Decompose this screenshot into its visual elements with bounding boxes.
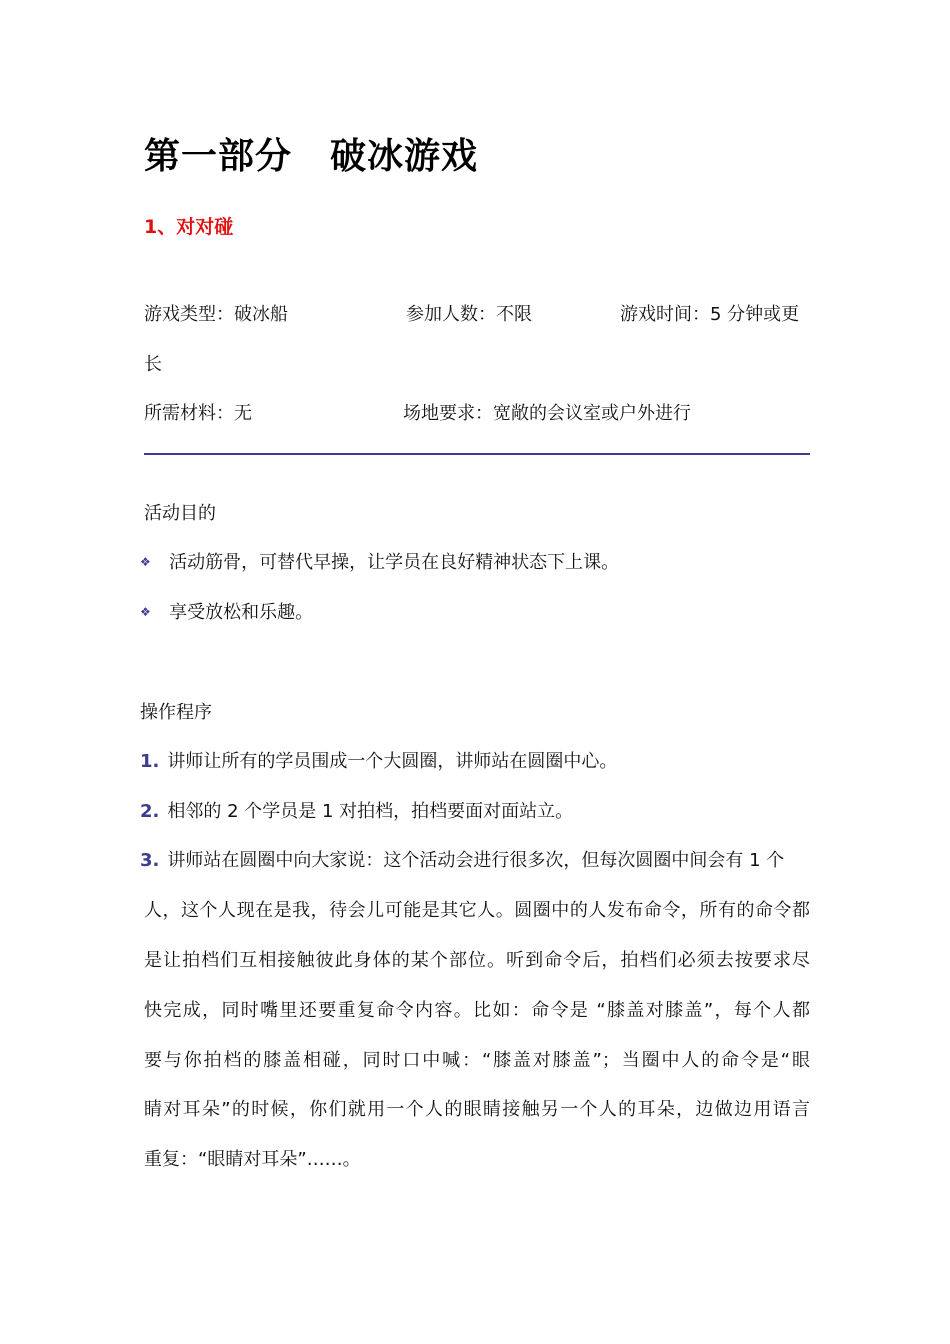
procedure-heading: 操作程序: [140, 702, 212, 723]
objective-text: 享受放松和乐趣。: [169, 602, 314, 623]
step-number: 3.: [140, 850, 160, 871]
venue-requirements: 场地要求：宽敞的会议室或户外进行: [403, 403, 691, 424]
step-text: 相邻的 2 个学员是 1 对拍档，拍档要面对面站立。: [167, 801, 574, 822]
part-label: 第一部分: [144, 135, 293, 177]
part-title: [144, 128, 478, 179]
game-duration: 游戏时间：5 分钟或更: [620, 304, 800, 325]
game-title: 1、对对碰: [144, 216, 234, 238]
objective-text: 活动筋骨，可替代早操，让学员在良好精神状态下上课。: [169, 552, 620, 573]
procedure-step: [140, 846, 810, 872]
paragraph-line: 人，这个人现在是我，待会儿可能是其它人。圆圈中的人发布命令，所有的命令都: [144, 900, 810, 921]
step-number: 2.: [140, 801, 160, 822]
section-divider: [144, 453, 810, 455]
materials-needed: 所需材料：无: [144, 403, 252, 424]
part-name: 破冰游戏: [330, 135, 479, 177]
procedure-step: [140, 797, 573, 823]
diamond-bullet-icon: ❖: [140, 605, 151, 619]
step-number: 1.: [140, 751, 160, 772]
game-duration-wrap: 长: [144, 354, 162, 375]
participant-count: 参加人数：不限: [406, 304, 532, 325]
procedure-step: [140, 747, 617, 773]
paragraph-line: 要与你拍档的膝盖相碰，同时口中喊：“膝盖对膝盖”；当圈中人的命令是“眼: [144, 1050, 810, 1071]
objectives-heading: 活动目的: [144, 503, 216, 524]
step-text: 讲师站在圆圈中向大家说：这个活动会进行很多次，但每次圆圈中间会有 1 个: [167, 850, 785, 871]
paragraph-line: 快完成，同时嘴里还要重复命令内容。比如：命令是 “膝盖对膝盖”，每个人都: [144, 1000, 810, 1021]
paragraph-line: 睛对耳朵”的时候，你们就用一个人的眼睛接触另一个人的耳朵，边做边用语言: [144, 1099, 810, 1120]
step-text: 讲师让所有的学员围成一个大圆圈，讲师站在圆圈中心。: [167, 751, 618, 772]
objective-item: [140, 548, 619, 574]
objective-item: [140, 598, 313, 624]
paragraph-line: 是让拍档们互相接触彼此身体的某个部位。听到命令后，拍档们必须去按要求尽: [144, 950, 810, 971]
game-type: 游戏类型：破冰船: [144, 304, 288, 325]
paragraph-line: 重复：“眼睛对耳朵”……。: [144, 1149, 361, 1170]
diamond-bullet-icon: ❖: [140, 555, 151, 569]
